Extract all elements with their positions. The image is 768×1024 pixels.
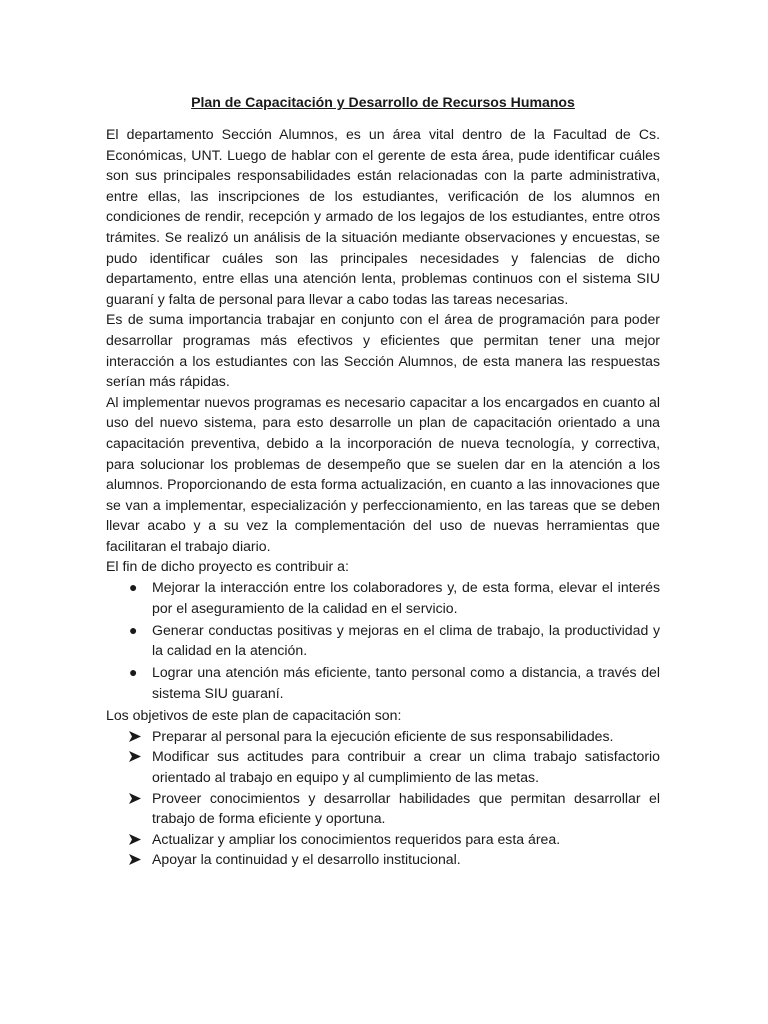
objective-item-text: Proveer conocimientos y desarrollar habilidades que permitan desarrollar el trabajo de forma eficiente y oportuna. bbox=[152, 789, 660, 827]
bullet-item bbox=[129, 577, 660, 618]
filled-circle-bullet-icon: ● bbox=[129, 664, 138, 681]
bullet-item-text: Mejorar la interacción entre los colaboradores y, de esta forma, elevar el interés por el aseguramiento de la calidad en el servicio. bbox=[152, 579, 660, 616]
paragraph-programming: Es de suma importancia trabajar en conjunto con el área de programación para poder desarrollar programas más efectivos y eficientes que permitan tener una mejor interacción a los estudiantes con las Sección Alumnos, de esta manera las respuestas serían más rápidas. bbox=[106, 311, 660, 390]
arrowhead-bullet-icon bbox=[129, 793, 141, 804]
objective-item-text: Modificar sus actitudes para contribuir a crear un clima trabajo satisfactorio orientado al trabajo en equipo y al cumplimiento de las metas. bbox=[152, 748, 660, 785]
bullet-item-text: Lograr una atención más eficiente, tanto personal como a distancia, a través del sistema SIU guaraní. bbox=[152, 664, 660, 702]
arrowhead-bullet-icon bbox=[129, 731, 141, 742]
bullet-item bbox=[129, 662, 660, 703]
objectives-list bbox=[106, 726, 660, 870]
arrowhead-bullet-icon bbox=[129, 834, 141, 845]
paragraph-training-plan: Al implementar nuevos programas es necesario capacitar a los encargados en cuanto al uso del nuevo sistema, para esto desarrolle un plan de capacitación orientado a una capacitación preventiva, debido a la incorporación de nueva tecnología, y correctiva, para solucionar los problemas de desempeño que se suelen dar en la atención a los alumnos. Proporcionando de esta forma actualización, en cuanto a las innovaciones que se van a implementar, especialización y perfeccionamiento, en las tareas que se deben llevar acabo y a su vez la complementación del uso de nuevas herramientas que facilitaran el trabajo diario. bbox=[106, 393, 660, 554]
document-title: Plan de Capacitación y Desarrollo de Recursos Humanos bbox=[191, 94, 575, 110]
objectives-intro: Los objetivos de este plan de capacitación son: bbox=[106, 707, 402, 724]
goal-bullet-list bbox=[106, 577, 660, 704]
filled-circle-bullet-icon: ● bbox=[129, 621, 138, 638]
objective-item-text: Preparar al personal para la ejecución eficiente de sus responsabilidades. bbox=[152, 727, 614, 744]
document-page bbox=[106, 92, 660, 870]
objective-item bbox=[152, 849, 660, 870]
filled-circle-bullet-icon: ● bbox=[129, 579, 138, 596]
objective-item bbox=[152, 746, 660, 787]
arrowhead-bullet-icon bbox=[129, 751, 141, 762]
bullet-item-text: Generar conductas positivas y mejoras en el clima de trabajo, la productividad y la calidad en la atención. bbox=[152, 621, 660, 659]
objective-item-text: Actualizar y ampliar los conocimientos requeridos para esta área. bbox=[152, 830, 561, 847]
objective-item bbox=[152, 726, 660, 747]
objective-item bbox=[152, 829, 660, 850]
bullet-item bbox=[129, 620, 660, 661]
objective-item bbox=[152, 788, 660, 829]
arrowhead-bullet-icon bbox=[129, 854, 141, 865]
objective-item-text: Apoyar la continuidad y el desarrollo institucional. bbox=[152, 851, 461, 868]
paragraph-intro: El departamento Sección Alumnos, es un área vital dentro de la Facultad de Cs. Económicas, UNT. Luego de hablar con el gerente de esta área, pude identificar cuáles son sus principales responsabilidades están relacionadas con la parte administrativa, entre ellas, las inscripciones de los estudiantes, verificación de los alumnos en condiciones de rendir, recepción y armado de los legajos de los estudiantes, entre otros trámites. Se realizó un análisis de la situación mediante observaciones y encuestas, se pudo identificar cuáles son las principales necesidades y falencias de dicho departamento, entre ellas una atención lenta, problemas continuos con el sistema SIU guaraní y falta de personal para llevar a cabo todas las tareas necesarias. bbox=[106, 126, 660, 307]
paragraph-project-goal: El fin de dicho proyecto es contribuir a: bbox=[106, 558, 349, 575]
